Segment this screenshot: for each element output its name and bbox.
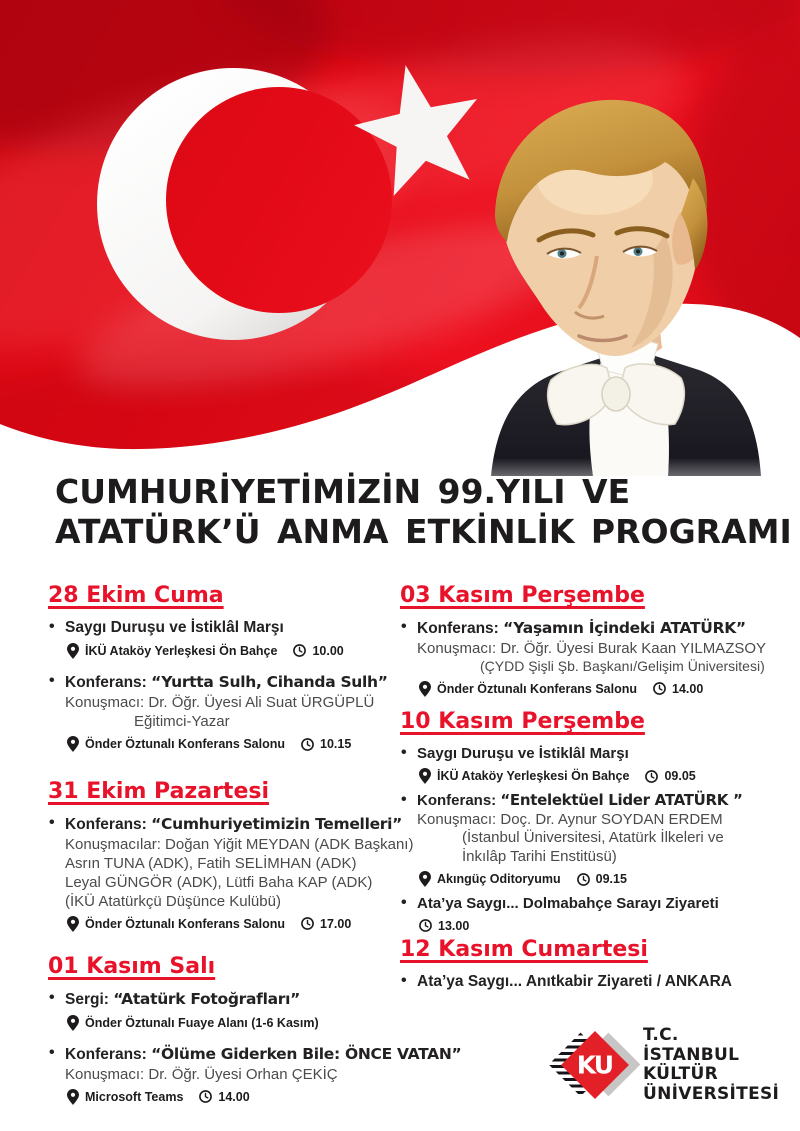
event-speaker-line: Konuşmacı: Dr. Öğr. Üyesi Ali Suat ÜRGÜPLÜ [65, 693, 375, 711]
section-03-kasim-persembe [400, 584, 785, 710]
location-pin-icon [67, 1015, 79, 1031]
event-title: • Sergi: “Atatürk Fotoğrafları” [48, 989, 408, 1010]
location-pin-icon [67, 1089, 79, 1105]
clock-icon [577, 873, 590, 886]
event-time: 17.00 [320, 916, 352, 931]
date-heading: 10 Kasım Perşembe [400, 709, 645, 734]
event-location: Microsoft Teams [85, 1089, 184, 1104]
event-speaker-line: İnkılâp Tarihi Enstitüsü) [462, 847, 617, 865]
event-konferans-entelektuel-lider [400, 791, 785, 887]
turkish-flag-banner [0, 0, 800, 480]
clock-icon [653, 682, 666, 695]
date-heading: 03 Kasım Perşembe [400, 583, 645, 608]
event-location: Önder Öztunalı Konferans Salonu [85, 737, 286, 751]
event-konferans-temelleri [48, 814, 414, 932]
event-meta [400, 768, 785, 784]
ataturk-portrait [455, 84, 775, 476]
section-10-kasim-persembe [400, 710, 785, 940]
clock-icon [293, 644, 306, 657]
event-location: Önder Öztunalı Konferans Salonu [85, 916, 286, 931]
event-time: 09.05 [664, 769, 696, 784]
section-31-ekim-pazartesi [48, 779, 414, 945]
event-meta [48, 916, 403, 932]
logo-line-istanbul: İSTANBUL [643, 1044, 740, 1065]
poster-title-line2: ATATÜRK’Ü ANMA ETKİNLİK PROGRAMI [55, 512, 792, 552]
iku-logo-mark-icon [557, 1027, 633, 1103]
event-location: Akıngüç Oditoryumu [437, 872, 561, 887]
poster-title-line1: CUMHURİYETİMİZİN 99.YILI VE [55, 472, 631, 511]
date-heading: 28 Ekim Cuma [48, 583, 224, 608]
section-01-kasim-sali [48, 954, 462, 1118]
section-28-ekim-cuma [48, 584, 403, 765]
location-pin-icon [67, 736, 79, 752]
event-title: • Saygı Duruşu ve İstiklâl Marşı [48, 618, 403, 638]
date-heading: 01 Kasım Salı [48, 954, 216, 979]
event-location: Önder Öztunalı Konferans Salonu [437, 681, 638, 696]
clock-icon [301, 917, 314, 930]
event-speaker-line: Leyal GÜNGÖR (ADK), Lütfi Baha KAP (ADK) [65, 873, 373, 891]
event-konferans-once-vatan [48, 1044, 462, 1105]
event-konferans-yasamin-icindeki [400, 618, 785, 697]
event-meta [48, 736, 403, 752]
poster-title [55, 472, 792, 553]
section-12-kasim-cumartesi [400, 938, 785, 1005]
event-speaker-line: (ÇYDD Şişli Şb. Başkanı/Gelişim Üniversitesi) [480, 657, 765, 674]
event-title: • Saygı Duruşu ve İstiklâl Marşı [400, 744, 785, 764]
logo-line-tc: T.C. [643, 1025, 679, 1045]
clock-icon [645, 770, 658, 783]
event-location: Önder Öztunalı Fuaye Alanı (1-6 Kasım) [85, 1015, 319, 1030]
event-time: 13.00 [438, 918, 470, 933]
event-title: • Konferans: “Entelektüel Lider ATATÜRK ” [400, 791, 785, 811]
date-heading: 31 Ekim Pazartesi [48, 779, 270, 804]
event-time: 10.00 [312, 643, 344, 658]
event-time: 14.00 [672, 681, 704, 696]
event-saygi-durusu [48, 618, 403, 659]
location-pin-icon [419, 768, 431, 784]
event-speaker-line: Konuşmacı: Dr. Öğr. Üyesi Orhan ÇEKİÇ [65, 1065, 338, 1083]
event-title: • Konferans: “Yurtta Sulh, Cihanda Sulh” [48, 672, 403, 693]
event-meta [48, 1015, 408, 1031]
event-meta [48, 1089, 408, 1105]
iku-logo-text [643, 1026, 779, 1104]
event-time: 10.15 [320, 737, 352, 751]
event-location: İKÜ Ataköy Yerleşkesi Ön Bahçe [85, 643, 278, 658]
event-meta [48, 643, 403, 659]
event-speaker-line: (İKÜ Atatürkçü Düşünce Kulübü) [65, 892, 281, 910]
event-speaker-line: Eğitimci-Yazar [134, 712, 230, 730]
event-title: • Konferans: “Yaşamın İçindeki ATATÜRK” [400, 618, 785, 639]
event-saygi-durusu [400, 744, 785, 785]
event-meta [400, 871, 785, 887]
event-meta [400, 681, 785, 697]
event-sergi-fotograflari [48, 989, 408, 1031]
event-anitkabir-ziyareti [400, 972, 785, 992]
event-title: • Konferans: “Cumhuriyetimizin Temelleri” [48, 814, 403, 835]
event-speaker-line: (İstanbul Üniversitesi, Atatürk İlkeleri ve [462, 829, 724, 847]
event-location: İKÜ Ataköy Yerleşkesi Ön Bahçe [437, 769, 630, 784]
event-title: • Konferans: “Ölüme Giderken Bile: ÖNCE VATAN” [48, 1044, 408, 1065]
event-time: 09.15 [595, 872, 627, 887]
iku-logo [557, 1026, 779, 1104]
event-speaker-line: Konuşmacı: Dr. Öğr. Üyesi Burak Kaan YILMAZSOY [417, 639, 767, 657]
clock-icon [301, 738, 314, 751]
logo-line-universitesi: ÜNİVERSİTESİ [643, 1083, 780, 1104]
location-pin-icon [419, 871, 431, 887]
event-speaker-line: Asrın TUNA (ADK), Fatih SELİMHAN (ADK) [65, 854, 357, 872]
event-dolmabahce-ziyareti [400, 894, 785, 933]
event-konferans-yurtta-sulh [48, 672, 403, 752]
location-pin-icon [419, 681, 431, 697]
event-speaker-line: Konuşmacı: Doç. Dr. Aynur SOYDAN ERDEM [417, 810, 723, 828]
event-title: • Ata’ya Saygı... Dolmabahçe Sarayı Ziyareti [400, 894, 785, 914]
event-title: • Ata’ya Saygı... Anıtkabir Ziyareti / ANKARA [400, 972, 785, 992]
clock-icon [419, 919, 432, 932]
event-time: 14.00 [218, 1089, 250, 1104]
location-pin-icon [67, 643, 79, 659]
logo-monogram: KU [577, 1050, 613, 1080]
event-speaker-line: Konuşmacılar: Doğan Yiğit MEYDAN (ADK Başkanı) [65, 835, 414, 853]
clock-icon [199, 1090, 212, 1103]
logo-line-kultur: KÜLTÜR [643, 1064, 718, 1085]
event-meta [400, 919, 785, 933]
location-pin-icon [67, 916, 79, 932]
date-heading: 12 Kasım Cumartesi [400, 937, 648, 962]
